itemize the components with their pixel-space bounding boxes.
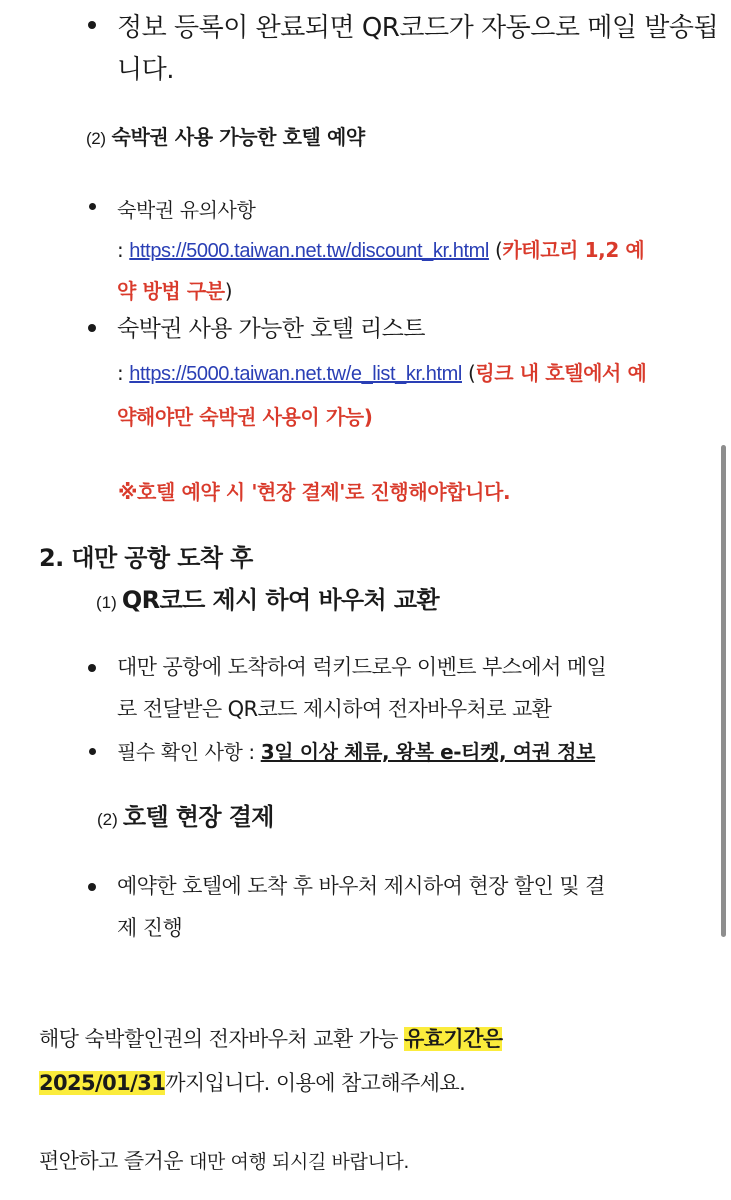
required-value: 3일 이상 체류, 왕복 e-티켓, 여권 정보 (260, 740, 596, 764)
hotel-list-item (117, 308, 646, 440)
scrollbar-thumb[interactable] (721, 445, 726, 937)
text-line: 예약한 호텔에 도착 후 바우처 제시하여 현장 할인 및 결 (117, 874, 605, 898)
required-label: 필수 확인 사항 : (117, 740, 261, 764)
discount-info-link[interactable]: https://5000.taiwan.net.tw/discount_kr.html (129, 240, 489, 262)
bullet-dot (88, 21, 96, 29)
list-red-note: 링크 내 호텔에서 예 (475, 361, 647, 385)
sub-title: 호텔 현장 결제 (122, 803, 274, 831)
paragraph-qr-email (117, 7, 718, 91)
notice-red-note: 약 방법 구분 (117, 279, 225, 303)
sub-heading-qr-exchange (96, 583, 439, 620)
hotel-list-label: 숙박권 사용 가능한 호텔 리스트 (117, 316, 425, 342)
colon: : (117, 361, 130, 385)
step2-heading: 2. 대만 공항 도착 후 (39, 544, 253, 572)
sub-heading-onsite-payment (97, 800, 274, 837)
validity-date: 2025/01/31 (39, 1071, 166, 1095)
list-red-note: 약해야만 숙박권 사용이 가능) (117, 405, 373, 429)
text-line: 정보 등록이 완료되면 QR코드가 자동으로 메일 발송됩 (117, 13, 719, 43)
paren-open: ( (488, 238, 503, 262)
text-line: 해당 숙박할인권의 전자바우처 교환 가능 (39, 1027, 405, 1051)
text-line: 편안하고 즐거운 (39, 1149, 189, 1173)
text-line: 제 진행 (117, 916, 183, 940)
closing-line (39, 1144, 409, 1180)
bullet-dot (88, 664, 96, 672)
notice-item (117, 190, 644, 311)
notice-label: 숙박권 유의사항 (117, 198, 256, 222)
text-line: 까지입니다. 이용에 참고해주세요. (165, 1071, 466, 1095)
text-line: 니다. (117, 55, 174, 85)
airport-exchange-item (117, 646, 606, 730)
text-line: 대만 여행 되시길 바랍니다. (188, 1151, 410, 1173)
bullet-dot (88, 883, 96, 891)
required-check-item (117, 736, 595, 768)
hotel-list-link[interactable]: https://5000.taiwan.net.tw/e_list_kr.html (129, 363, 462, 385)
bullet-dot (88, 324, 96, 332)
onsite-payment-warning: ※호텔 예약 시 '현장 결제'로 진행해야합니다. (118, 480, 511, 504)
section-heading-hotel-reservation (86, 123, 365, 153)
colon: : (117, 238, 130, 262)
section-title: 숙박권 사용 가능한 호텔 예약 (111, 125, 365, 149)
validity-paragraph (39, 1017, 502, 1105)
paren-open: ( (461, 361, 476, 385)
bullet-dot (89, 203, 96, 210)
text-line: 대만 공항에 도착하여 럭키드로우 이벤트 부스에서 메일 (117, 655, 607, 679)
text-line: 로 전달받은 QR코드 제시하여 전자바우처로 교환 (117, 697, 552, 721)
sub-number: (2) (97, 810, 118, 829)
section-number: (2) (86, 129, 106, 148)
notice-red-note: 카테고리 1,2 예 (502, 238, 645, 262)
paren-close: ) (224, 279, 233, 303)
hotel-payment-item (117, 865, 605, 949)
validity-highlight: 유효기간은 (404, 1027, 503, 1051)
sub-number: (1) (96, 593, 117, 612)
bullet-dot (89, 748, 96, 755)
sub-title: QR코드 제시 하여 바우처 교환 (121, 586, 440, 614)
